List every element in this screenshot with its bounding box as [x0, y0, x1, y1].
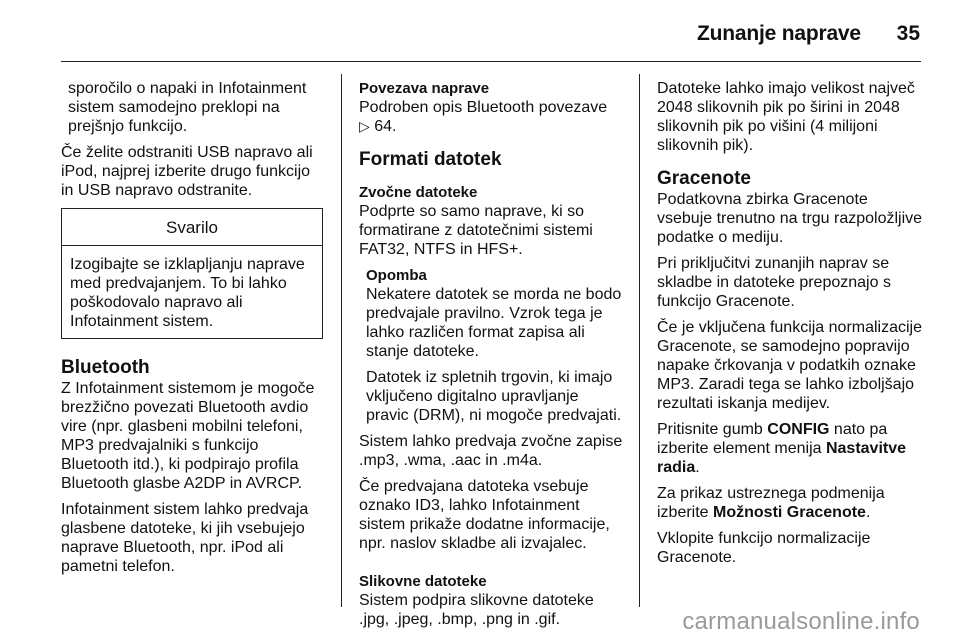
section-heading-bluetooth: Bluetooth — [61, 357, 150, 378]
connection-page-ref[interactable]: 64. — [374, 118, 397, 135]
note-paragraph-2: Datotek iz spletnih trgovin, ki imajo vključeno digitalno upravljanje pravic (DRM), ni mogoče predvajati. — [366, 369, 622, 424]
note-title: Opomba — [366, 267, 427, 284]
subheading-audio-files: Zvočne datoteke — [359, 184, 478, 201]
paragraph-error-message: sporočilo o napaki in Infotainment sistem samodejno preklopi na prejšnjo funkcijo. — [68, 80, 307, 135]
paragraph-bluetooth-intro: Z Infotainment sistemom je mogoče brezžično povezati Bluetooth avdio vire (npr. glasbeni mobilni telefoni, MP3 predvajalniki s funkcijo Bluetooth itd.), ki podpirajo profila Bluetooth glasbe A2DP in AVRCP. — [61, 380, 315, 492]
paragraph-enable-normalization: Vklopite funkcijo normalizacije Gracenote. — [657, 530, 871, 566]
subheading-device-connection: Povezava naprave — [359, 80, 490, 97]
paragraph-audio-formats: Sistem lahko predvaja zvočne zapise .mp3, .wma, .aac in .m4a. — [359, 433, 623, 469]
warning-body: Izogibajte se izklapljanju naprave med predvajanjem. To bi lahko poškodovalo napravo ali Infotainment sistem. — [70, 256, 305, 330]
warning-box — [61, 208, 323, 339]
column-3 — [657, 79, 923, 574]
paragraph-gracenote-database: Podatkovna zbirka Gracenote vsebuje trenutno na trgu razpoložljive podatke o mediju. — [657, 191, 923, 246]
watermark-text: carmanualsonline.info — [682, 608, 920, 635]
paragraph-config-instruction: Pritisnite gumb CONFIG nato pa izberite element menija Nastavitve radia. — [657, 421, 907, 476]
menu-item-gracenote-options: Možnosti Gracenote — [713, 504, 866, 521]
paragraph-gracenote-recognition: Pri priključitvi zunanjih naprav se skladbe in datoteke prepoznajo s funkcijo Gracenote. — [657, 255, 891, 310]
connection-text: Podroben opis Bluetooth povezave — [359, 99, 608, 116]
page-number: 35 — [896, 22, 920, 45]
config-button-label: CONFIG — [767, 421, 830, 438]
paragraph-audio-filesystems: Podprte so samo naprave, ki so formatirane z datotečnimi sistemi FAT32, NTFS in HFS+. — [359, 203, 593, 258]
subheading-image-files: Slikovne datoteke — [359, 573, 487, 590]
paragraph-id3-info: Če predvajana datoteka vsebuje oznako ID3, lahko Infotainment sistem prikaže dodatne informacije, npr. naslov skladbe ali izvajalec. — [359, 478, 610, 552]
note-block — [359, 266, 625, 425]
paragraph-gracenote-normalization: Če je vključena funkcija normalizacije Gracenote, se samodejno popravijo napake črkovanja v podatkih oznake MP3. Zaradi tega se lahko izboljšajo rezultati iskanja medijev. — [657, 319, 923, 412]
section-heading-gracenote: Gracenote — [657, 168, 751, 189]
paragraph-connection-reference — [359, 98, 625, 136]
paragraph-submenu-instruction: Za prikaz ustreznega podmenija izberite Možnosti Gracenote. — [657, 485, 885, 521]
paragraph-image-formats: Sistem podpira slikovne datoteke .jpg, .jpeg, .bmp, .png in .gif. — [359, 592, 594, 628]
paragraph-bluetooth-playback: Infotainment sistem lahko predvaja glasbene datoteke, ki jih vsebujejo naprave Bluetooth, npr. iPod ali pametni telefon. — [61, 501, 309, 575]
warning-title: Svarilo — [62, 209, 322, 246]
column-divider-1 — [341, 74, 342, 607]
section-heading-file-formats: Formati datotek — [359, 149, 502, 170]
menu-item-radio-settings: Nastavitve radia — [657, 440, 907, 476]
paragraph-remove-usb: Če želite odstraniti USB napravo ali iPod, najprej izberite drugo funkcijo in USB napravo odstranite. — [61, 144, 313, 199]
page-title: Zunanje naprave — [697, 22, 861, 45]
column-divider-2 — [639, 74, 640, 607]
column-1 — [61, 79, 323, 583]
column-2 — [359, 79, 625, 636]
reference-arrow-icon: ▷ — [359, 118, 370, 134]
paragraph-image-size: Datoteke lahko imajo velikost največ 2048 slikovnih pik po širini in 2048 slikovnih pik po višini (4 milijoni slikovnih pik). — [657, 80, 915, 154]
header-divider — [61, 61, 921, 62]
note-paragraph-1: Nekatere datotek se morda ne bodo predvajale pravilno. Vzrok tega je lahko različen format zapisa ali stanje datoteke. — [366, 286, 622, 360]
